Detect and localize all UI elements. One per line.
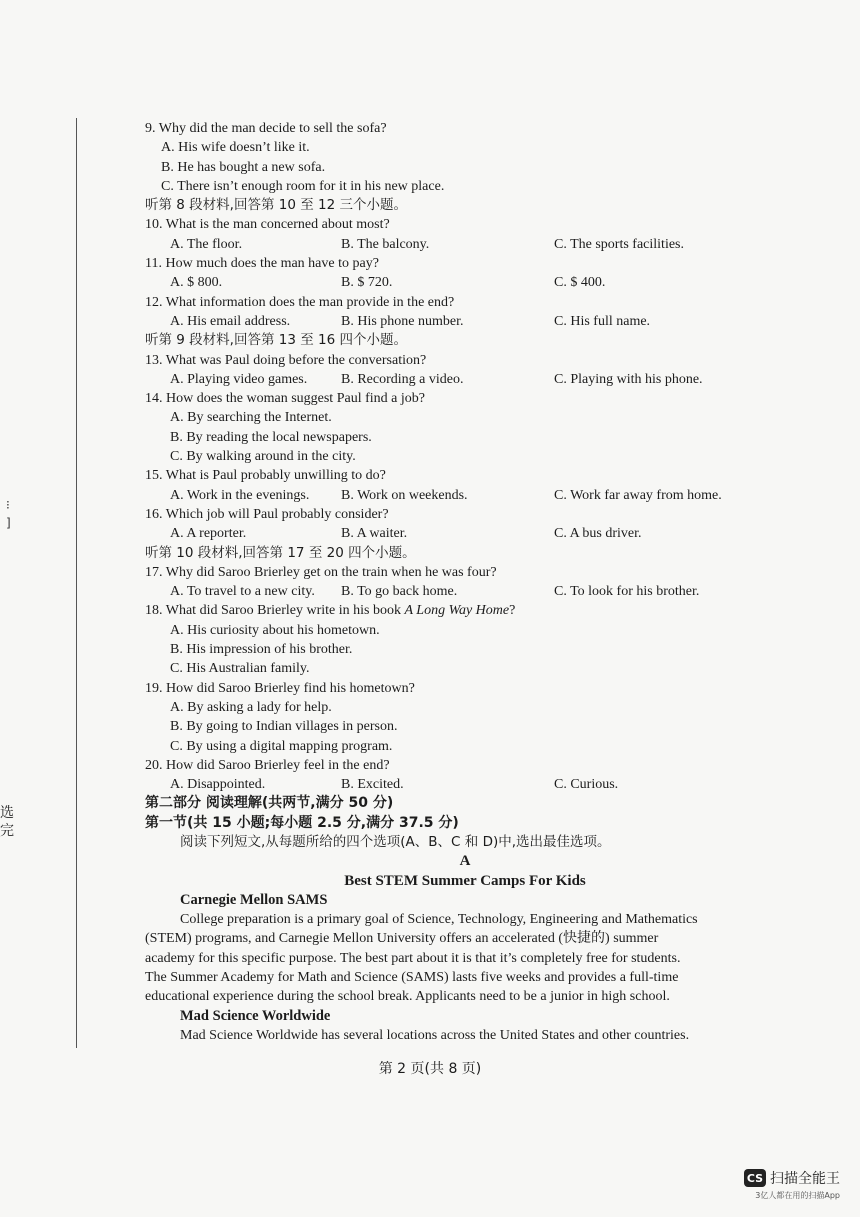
option-c: C. By using a digital mapping program.: [170, 738, 393, 754]
question-stem: 15. What is Paul probably unwilling to do?: [145, 468, 386, 484]
option-a: A. By searching the Internet.: [170, 410, 332, 426]
option-c: C. Playing with his phone.: [554, 371, 703, 387]
option-c: C. By walking around in the city.: [170, 449, 356, 465]
page-content: [145, 119, 785, 1045]
camscanner-logo-icon: CS: [744, 1169, 766, 1187]
section-heading: 第一节(共 15 小题;每小题 2.5 分,满分 37.5 分): [145, 814, 459, 831]
option-c: C. A bus driver.: [554, 526, 642, 542]
watermark-tagline: 3亿人都在用的扫描App: [755, 1191, 840, 1200]
option-a: A. A reporter.: [170, 526, 247, 542]
option-a: A. Work in the evenings.: [170, 487, 310, 503]
option-c: C. To look for his brother.: [554, 584, 700, 600]
paragraph-line: College preparation is a primary goal of Science, Technology, Engineering and Mathematics: [180, 912, 698, 928]
paragraph-line: The Summer Academy for Math and Science (SAMS) lasts five weeks and provides a full-time: [145, 970, 679, 986]
question-stem: 9. Why did the man decide to sell the sofa?: [145, 121, 387, 136]
option-c: C. Work far away from home.: [554, 487, 722, 503]
option-b: B. His phone number.: [341, 313, 464, 329]
option-row: [145, 235, 785, 254]
margin-char-2: 完: [0, 823, 14, 839]
option-a: A. His curiosity about his hometown.: [170, 622, 380, 638]
option-b: B. Excited.: [341, 777, 404, 793]
question-stem-text: 18. What did Saroo Brierley write in his book: [145, 603, 405, 619]
option-a: A. Playing video games.: [170, 371, 308, 387]
answer-option: A. His wife doesn’t like it.: [161, 140, 310, 156]
question-stem: 12. What information does the man provide in the end?: [145, 294, 455, 310]
camp-title: Carnegie Mellon SAMS: [180, 891, 328, 908]
option-row: [145, 524, 785, 543]
option-row: [145, 582, 785, 601]
page-footer: 第 2 页(共 8 页): [378, 1061, 482, 1077]
paragraph-line: educational experience during the school break. Applicants need to be a junior in high school.: [145, 989, 670, 1005]
option-a: A. His email address.: [170, 313, 291, 329]
option-b: B. A waiter.: [341, 526, 408, 542]
option-a: A. Disappointed.: [170, 777, 266, 793]
scanner-watermark: [744, 1168, 840, 1201]
option-row: [145, 312, 785, 331]
answer-option: B. He has bought a new sofa.: [161, 159, 326, 175]
option-b: B. Work on weekends.: [341, 487, 468, 503]
paragraph-line: Mad Science Worldwide has several locations across the United States and other countries.: [180, 1027, 690, 1043]
option-a: A. $ 800.: [170, 275, 223, 291]
question-stem: 16. Which job will Paul probably consider?: [145, 506, 389, 522]
question-stem: 10. What is the man concerned about most?: [145, 217, 390, 233]
question-stem: 20. How did Saroo Brierley feel in the end?: [145, 757, 390, 773]
section-instruction: 听第 8 段材料,回答第 10 至 12 三个小题。: [145, 197, 407, 214]
option-a: A. The floor.: [170, 236, 243, 252]
reading-instruction: 阅读下列短文,从每题所给的四个选项(A、B、C 和 D)中,选出最佳选项。: [180, 833, 611, 850]
option-c: C. Curious.: [554, 777, 619, 793]
option-b: B. Recording a video.: [341, 371, 464, 387]
option-row: [145, 273, 785, 292]
binding-margin-line: [76, 118, 77, 1048]
watermark-name: 扫描全能王: [770, 1171, 840, 1187]
option-row: [145, 775, 785, 794]
option-row: [145, 370, 785, 389]
option-a: A. To travel to a new city.: [170, 584, 315, 600]
option-c: C. His Australian family.: [170, 661, 310, 677]
option-b: B. By reading the local newspapers.: [170, 429, 372, 445]
question-stem: 19. How did Saroo Brierley find his hometown?: [145, 680, 415, 696]
margin-mark-bottom: ]: [6, 516, 11, 530]
section-instruction: 听第 10 段材料,回答第 17 至 20 四个小题。: [145, 544, 416, 561]
paragraph-line: academy for this specific purpose. The best part about it is that it’s completely free for students.: [145, 950, 681, 966]
question-stem: 11. How much does the man have to pay?: [145, 256, 379, 272]
book-title: A Long Way Home: [404, 603, 510, 619]
option-b: B. The balcony.: [341, 236, 430, 252]
option-row: [145, 486, 785, 505]
question-stem: [145, 601, 785, 620]
paragraph-line: (STEM) programs, and Carnegie Mellon University offers an accelerated (快捷的) summer: [145, 931, 659, 947]
option-b: B. $ 720.: [341, 275, 393, 291]
question-mark: ?: [509, 603, 516, 619]
passage-title: Best STEM Summer Camps For Kids: [344, 872, 586, 889]
margin-char-1: 选: [0, 805, 14, 821]
option-c: C. The sports facilities.: [554, 236, 684, 252]
section-instruction: 听第 9 段材料,回答第 13 至 16 四个小题。: [145, 332, 407, 349]
watermark-row: [744, 1168, 840, 1188]
option-b: B. His impression of his brother.: [170, 642, 353, 658]
option-b: B. To go back home.: [341, 584, 458, 600]
option-c: C. His full name.: [554, 313, 651, 329]
margin-mark-top: ⁝: [6, 498, 10, 512]
question-stem: 14. How does the woman suggest Paul find a job?: [145, 391, 425, 407]
option-c: C. $ 400.: [554, 275, 606, 291]
option-b: B. By going to Indian villages in person.: [170, 719, 398, 735]
passage-letter: A: [459, 853, 471, 870]
question-stem: 13. What was Paul doing before the conversation?: [145, 352, 427, 368]
question-stem: 17. Why did Saroo Brierley get on the train when he was four?: [145, 564, 497, 580]
answer-option: C. There isn’t enough room for it in his new place.: [161, 178, 445, 194]
option-a: A. By asking a lady for help.: [170, 699, 332, 715]
camp-title: Mad Science Worldwide: [180, 1007, 331, 1024]
part-heading: 第二部分 阅读理解(共两节,满分 50 分): [145, 795, 394, 812]
